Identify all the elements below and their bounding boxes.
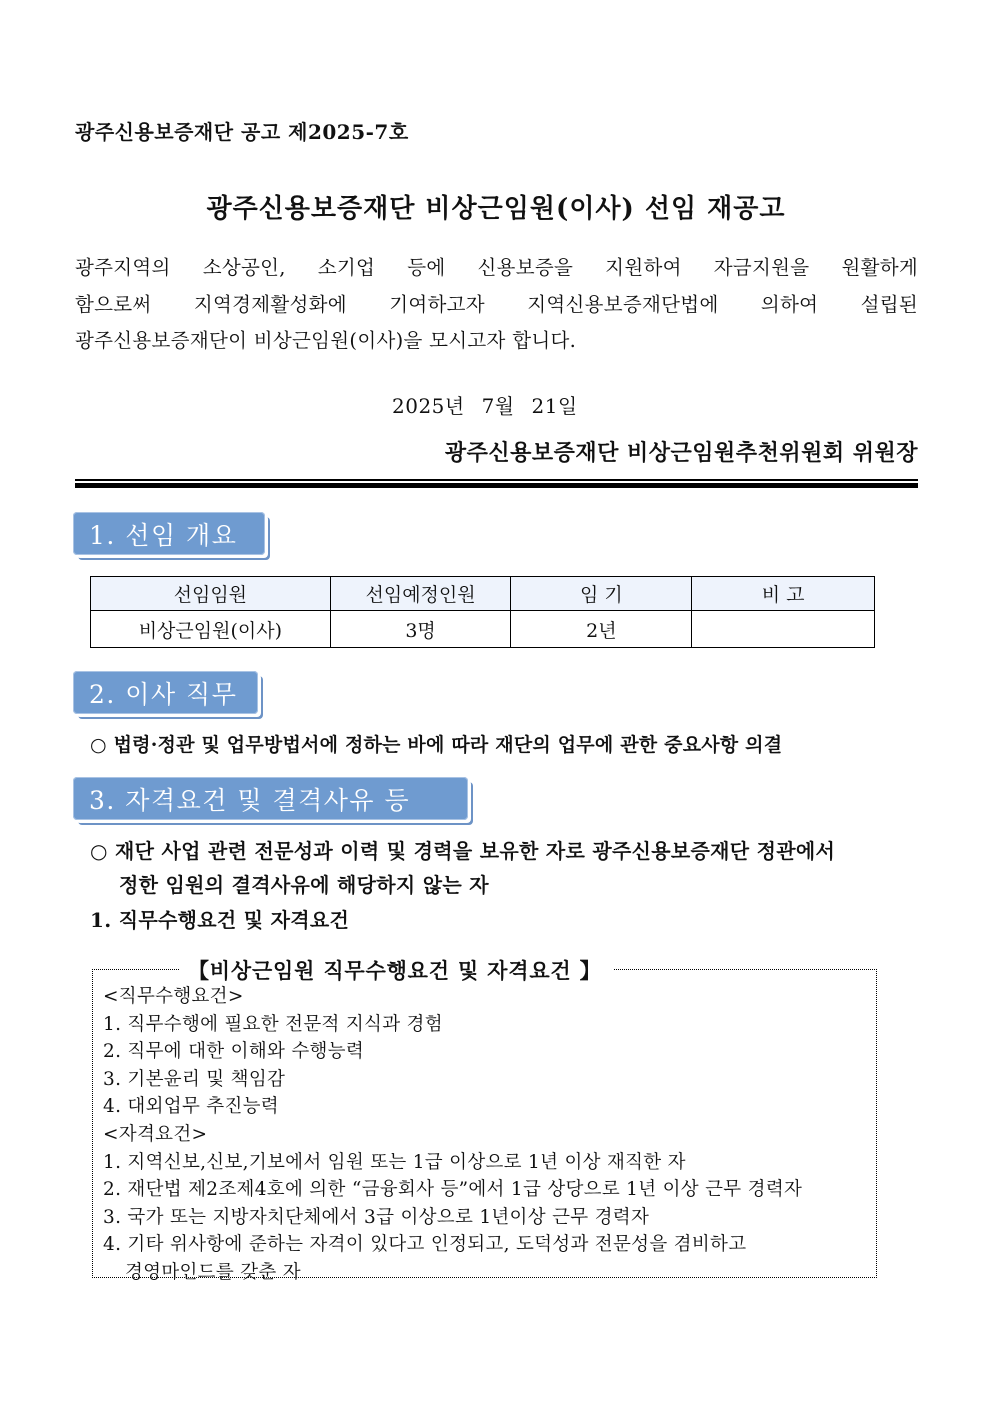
separator-thin	[75, 479, 918, 481]
qualification-requirements-label: <자격요건>	[103, 1123, 208, 1145]
requirements-list	[103, 983, 802, 1287]
table-cell	[692, 611, 875, 648]
list-item: 4. 기타 위사항에 준하는 자격이 있다고 인정되고, 도덕성과 전문성을 겸비하고	[103, 1234, 747, 1256]
table-header-cell: 비 고	[692, 577, 875, 611]
section-heading-label: 1. 선임 개요	[89, 520, 238, 550]
section-heading-label: 3. 자격요건 및 결격사유 등	[89, 785, 411, 815]
requirements-box-title: 【비상근임원 직무수행요건 및 자격요건 】	[180, 955, 613, 985]
list-item: 3. 국가 또는 지방자치단체에서 3급 이상으로 1년이상 근무 경력자	[103, 1206, 650, 1228]
qualification-bullet-line: ○ 재단 사업 관련 전문성과 이력 및 경력을 보유한 자로 광주신용보증재단 정관에서	[90, 839, 836, 863]
duty-bullet: ○ 법령·정관 및 업무방법서에 정하는 바에 따라 재단의 업무에 관한 중요사항 의결	[90, 734, 783, 756]
section-heading-label: 2. 이사 직무	[89, 679, 238, 709]
list-item: 3. 기본윤리 및 책임감	[103, 1068, 286, 1090]
qualification-subheading: 1. 직무수행요건 및 자격요건	[90, 908, 350, 932]
section-heading-qualifications	[73, 777, 468, 820]
appointment-overview-table	[90, 576, 875, 648]
list-item: 2. 직무에 대한 이해와 수행능력	[103, 1041, 365, 1063]
table-cell: 2년	[511, 611, 692, 648]
list-item: 1. 직무수행에 필요한 전문적 지식과 경험	[103, 1013, 443, 1035]
notice-number: 광주신용보증재단 공고 제2025-7호	[75, 120, 409, 144]
intro-line: 광주신용보증재단이 비상근임원(이사)을 모시고자 합니다.	[75, 329, 577, 352]
table-header-cell: 선임임원	[91, 577, 331, 611]
document-title: 광주신용보증재단 비상근임원(이사) 선임 재공고	[206, 194, 786, 224]
list-item: 4. 대외업무 추진능력	[103, 1096, 279, 1118]
table-header-cell: 선임예정인원	[330, 577, 511, 611]
list-item: 1. 지역신보,신보,기보에서 임원 또는 1급 이상으로 1년 이상 재직한 자	[103, 1151, 686, 1173]
table-row	[91, 611, 875, 648]
table-cell: 3명	[330, 611, 511, 648]
section-heading-director-duties	[73, 671, 258, 714]
table-header-cell: 임 기	[511, 577, 692, 611]
separator-thick	[75, 483, 918, 488]
list-item: 2. 재단법 제2조제4호에 의한 “금융회사 등”에서 1급 상당으로 1년 이상 근무 경력자	[103, 1179, 803, 1201]
section-heading-overview	[73, 512, 265, 555]
signatory: 광주신용보증재단 비상근임원추천위원회 위원장	[444, 440, 918, 466]
list-item-continuation: 경영마인드를 갖춘 자	[125, 1261, 301, 1283]
intro-line: 광주지역의 소상공인, 소기업 등에 신용보증을 지원하여 자금지원을 원활하게	[75, 256, 918, 279]
intro-line: 함으로써 지역경제활성화에 기여하고자 지역신용보증재단법에 의하여 설립된	[75, 292, 918, 316]
table-header-row	[91, 577, 875, 611]
qualification-bullet-line: 정한 임원의 결격사유에 해당하지 않는 자	[119, 873, 489, 897]
duty-requirements-label: <직무수행요건>	[103, 986, 244, 1007]
intro-paragraph	[75, 250, 918, 360]
notice-date: 2025년 7월 21일	[392, 394, 578, 418]
table-cell: 비상근임원(이사)	[91, 611, 331, 648]
